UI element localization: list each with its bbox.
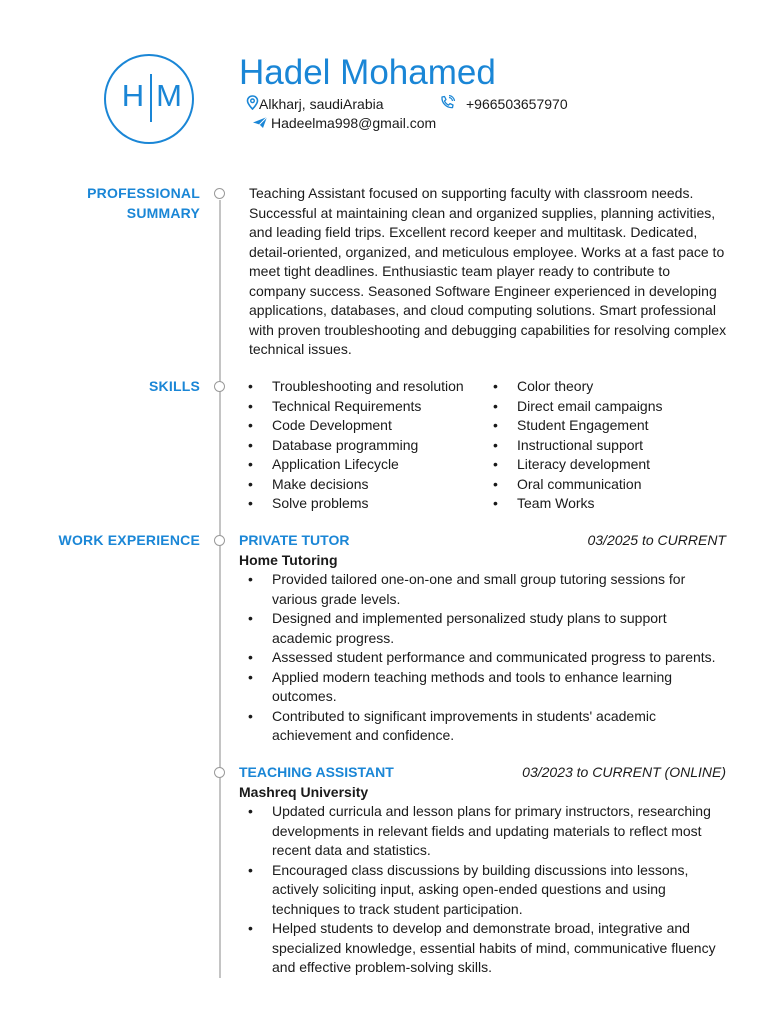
summary-label-line1: PROFESSIONAL [87, 185, 200, 201]
timeline-node-experience [214, 535, 225, 546]
skill-item: • Instructional support [493, 436, 729, 456]
job-bullet: • Contributed to significant improvements in students' academic achievement and confidence. [248, 707, 730, 746]
timeline-node-job-2 [214, 767, 225, 778]
skill-item: • Literacy development [493, 455, 729, 475]
job-title: TEACHING ASSISTANT [239, 764, 394, 780]
email-text: Hadeelma998@gmail.com [271, 115, 437, 131]
skill-item: • Application Lifecycle [248, 455, 488, 475]
monogram-divider [150, 74, 152, 122]
skill-item: • Color theory [493, 377, 729, 397]
skill-item: • Solve problems [248, 494, 488, 514]
summary-label-line2: SUMMARY [126, 204, 200, 221]
job-bullets [248, 570, 730, 746]
job-bullet: • Designed and implemented personalized study plans to support academic progress. [248, 609, 730, 648]
section-label-experience: WORK EXPERIENCE [58, 532, 200, 548]
skill-item: • Student Engagement [493, 416, 729, 436]
monogram-left-letter: H [121, 78, 145, 113]
section-label-summary [0, 184, 200, 223]
skill-item: • Database programming [248, 436, 488, 456]
skill-item: • Oral communication [493, 475, 729, 495]
timeline-line [219, 200, 221, 978]
job-dates: 03/2023 to CURRENT (ONLINE) [522, 764, 726, 780]
send-email-icon [252, 116, 268, 129]
job-bullet: • Provided tailored one-on-one and small group tutoring sessions for various grade levels. [248, 570, 730, 609]
job-organization: Home Tutoring [239, 552, 338, 568]
timeline-node-skills [214, 381, 225, 392]
skill-item: • Technical Requirements [248, 397, 488, 417]
job-organization: Mashreq University [239, 784, 369, 800]
timeline-node-summary [214, 188, 225, 199]
location-pin-icon [246, 95, 259, 110]
job-bullet: • Encouraged class discussions by building discussions into lessons, actively soliciting input, asking open-ended questions and using techniques to track student participation. [248, 861, 730, 920]
skill-item: • Direct email campaigns [493, 397, 729, 417]
skill-item: • Team Works [493, 494, 729, 514]
job-bullet: • Updated curricula and lesson plans for primary instructors, researching developments in relevant fields and updating materials to reflect most recent data and statistics. [248, 802, 730, 861]
skill-item: • Troubleshooting and resolution [248, 377, 488, 397]
monogram-right-letter: M [156, 78, 182, 113]
skill-item: • Code Development [248, 416, 488, 436]
job-bullet: • Assessed student performance and communicated progress to parents. [248, 648, 730, 668]
job-bullet: • Helped students to develop and demonstrate broad, integrative and specialized knowledge, essential habits of mind, communicative fluency and effective problem-solving skills. [248, 919, 730, 978]
job-dates: 03/2025 to CURRENT [587, 532, 726, 548]
job-bullets [248, 802, 730, 978]
job-title: PRIVATE TUTOR [239, 532, 350, 548]
skills-list-right [493, 377, 729, 514]
phone-text: +966503657970 [466, 96, 568, 112]
summary-paragraph: Teaching Assistant focused on supporting faculty with classroom needs. Successful at maintaining clean and organized supplies, planning activities, and leading field trips. Excellent record keeper and multitask. Dedicated, detail-oriented, organized, and meticulous employee. Works at a fast pace to meet tight deadlines. Enthusiastic team player ready to contribute to company success. Seasoned Software Engineer experienced in developing applications, databases, and cloud computing solutions. Smart professional with proven troubleshooting and debugging capabilities for resolving complex technical issues. [249, 185, 727, 357]
skill-item: • Make decisions [248, 475, 488, 495]
job-bullet: • Applied modern teaching methods and tools to enhance learning outcomes. [248, 668, 730, 707]
candidate-name: Hadel Mohamed [239, 53, 496, 92]
skills-list-left [248, 377, 488, 514]
location-text: Alkharj, saudiArabia [259, 96, 384, 112]
section-label-skills: SKILLS [149, 378, 200, 394]
phone-icon [439, 95, 456, 110]
